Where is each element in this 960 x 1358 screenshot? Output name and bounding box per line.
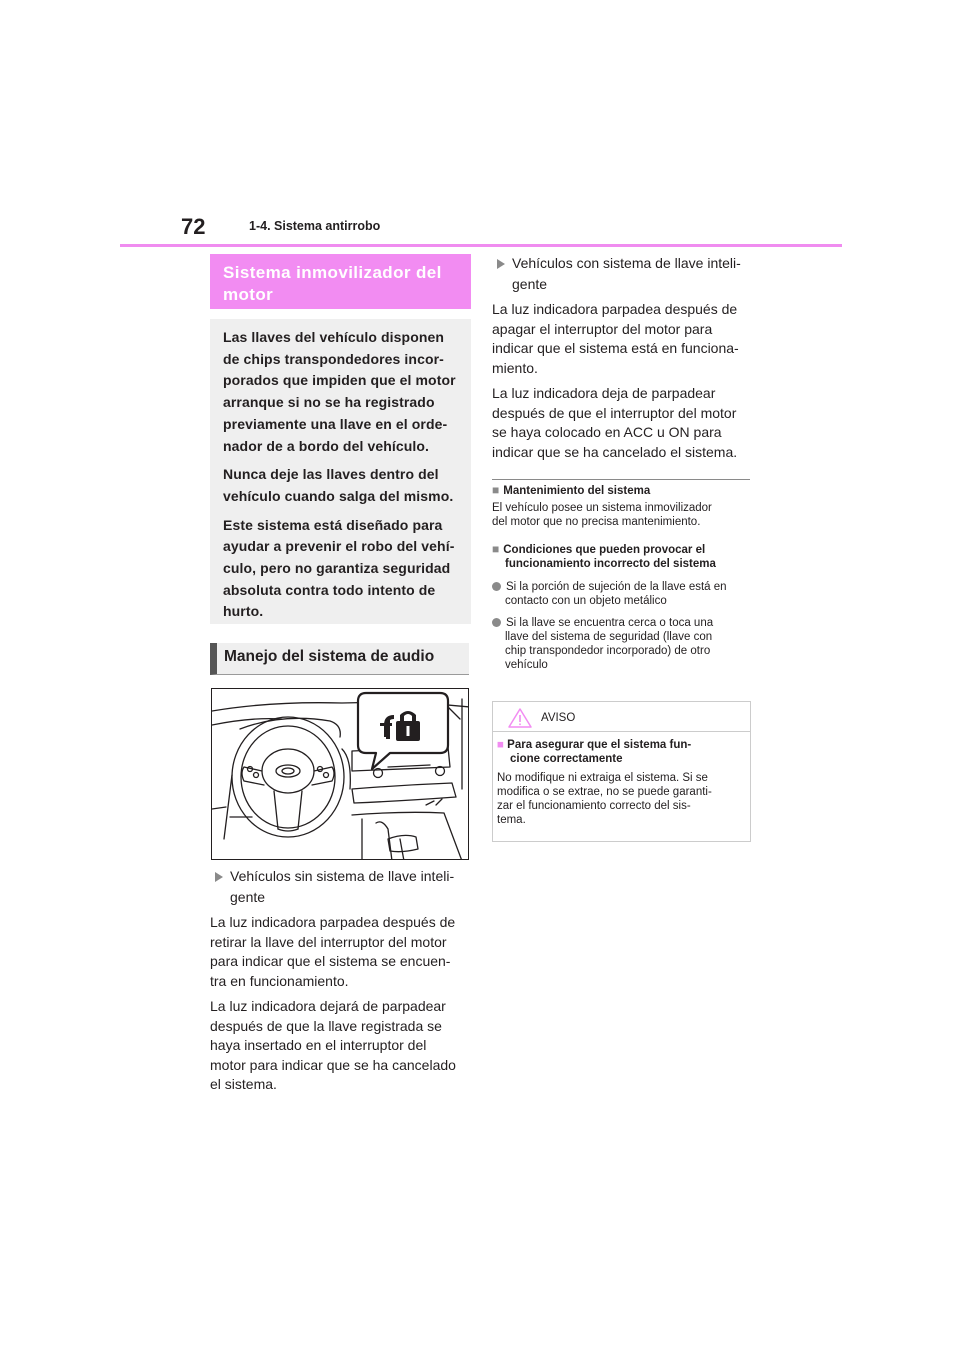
text-line: El vehículo posee un sistema inmovilizador	[492, 502, 712, 514]
right-bullet-heading	[496, 253, 741, 295]
text-line: el sistema.	[210, 1076, 277, 1092]
text-line: de chips transpondedores incor-	[223, 350, 444, 367]
divider	[492, 479, 750, 480]
text-line: Las llaves del vehículo disponen	[223, 329, 445, 345]
square-bullet-icon: ■	[497, 739, 504, 751]
text-line: indicar que el sistema está en funciona-	[492, 340, 739, 356]
text-line: La luz indicadora parpadea después de	[210, 914, 456, 930]
warning-title	[497, 738, 744, 766]
condition-item	[492, 616, 727, 672]
maintenance-title-text: Mantenimiento del sistema	[503, 485, 651, 497]
body-paragraph	[210, 997, 472, 1095]
audio-section-header	[210, 643, 469, 675]
text-line: retirar la llave del interruptor del motor	[210, 933, 447, 950]
warning-body	[493, 732, 750, 827]
text-line: ayudar a prevenir el robo del vehí-	[223, 538, 455, 555]
text-line: después de que el interruptor del motor	[492, 404, 737, 421]
section-header: 1-4. Sistema antirrobo	[249, 219, 381, 233]
text-line: La luz indicadora deja de parpadear	[492, 385, 716, 401]
condition-item	[492, 580, 727, 608]
warning-box	[492, 701, 751, 842]
body-paragraph	[210, 913, 472, 991]
square-bullet-icon: ■	[492, 542, 500, 556]
audio-section-title: Manejo del sistema de audio	[224, 648, 435, 665]
text-line: tema.	[497, 814, 526, 826]
conditions-title	[492, 542, 727, 571]
immobilizer-info-box	[210, 319, 471, 624]
text-line: Este sistema está diseñado para	[223, 516, 443, 533]
text-line: después de que la llave registrada se	[210, 1017, 442, 1034]
security-indicator-icon	[358, 693, 448, 769]
text-line: Condiciones que pueden provocar el	[503, 544, 706, 556]
text-line: chip transpondedor incorporado) de otro	[505, 645, 711, 657]
triangle-right-icon	[214, 866, 230, 908]
left-bullet-heading	[214, 866, 454, 908]
text-line: cione correctamente	[510, 753, 623, 765]
maintenance-title	[492, 483, 712, 498]
warning-triangle-icon	[507, 707, 533, 729]
immobilizer-title-box	[210, 254, 471, 309]
page-number: 72	[181, 214, 206, 239]
bullet-text-line: gente	[512, 276, 548, 292]
maintenance-section	[492, 483, 712, 529]
text-line: vehículo cuando salga del mismo.	[223, 487, 454, 504]
bullet-text-line: Vehículos sin sistema de llave inteli-	[230, 868, 455, 884]
text-line: porados que impiden que el motor	[223, 372, 456, 389]
immobilizer-title	[223, 262, 459, 306]
immobilizer-title-line: motor	[223, 285, 274, 304]
bullet-text-line: gente	[230, 889, 266, 905]
text-line: arranque si no se ha registrado	[223, 394, 435, 411]
text-line: culo, pero no garantiza seguridad	[223, 560, 451, 577]
dashboard-illustration	[211, 688, 469, 860]
maintenance-text	[492, 501, 712, 529]
text-line: contacto con un objeto metálico	[505, 595, 667, 607]
warning-label: AVISO	[541, 712, 576, 724]
text-line: indicar que se ha cancelado el sistema.	[492, 443, 738, 460]
text-line: miento.	[492, 359, 538, 376]
text-line: del motor que no precisa mantenimiento.	[492, 516, 701, 528]
text-line: Si la porción de sujeción de la llave está en	[506, 581, 727, 593]
body-paragraph	[492, 300, 754, 378]
text-line: para indicar que el sistema se encuen-	[210, 953, 451, 969]
bullet-text-line: Vehículos con sistema de llave inteli-	[512, 255, 741, 271]
circle-bullet-icon	[492, 618, 501, 627]
left-body-text	[210, 913, 472, 1101]
info-paragraph	[223, 515, 461, 624]
text-line: se haya colocado en ACC u ON para	[492, 424, 722, 440]
circle-bullet-icon	[492, 582, 501, 591]
text-line: hurto.	[223, 603, 264, 620]
text-line: Para asegurar que el sistema fun-	[507, 739, 692, 751]
header-rule	[120, 244, 842, 247]
warning-text	[497, 771, 744, 827]
text-line: funcionamiento incorrecto del sistema	[505, 558, 716, 570]
info-paragraph	[223, 464, 461, 507]
immobilizer-title-line: Sistema inmovilizador del	[223, 263, 442, 282]
text-line: La luz indicadora parpadea después de	[492, 301, 738, 317]
text-line: motor para indicar que se ha cancelado	[210, 1056, 456, 1073]
text-line: nador de a bordo del vehículo.	[223, 437, 430, 454]
conditions-section	[492, 542, 727, 672]
text-line: previamente una llave en el orde-	[223, 415, 448, 432]
text-line: tra en funcionamiento.	[210, 972, 349, 989]
text-line: No modifique ni extraiga el sistema. Si se	[497, 772, 708, 784]
text-line: zar el funcionamiento correcto del sis-	[497, 800, 691, 812]
text-line: modifica o se extrae, no se puede garanti-	[497, 786, 712, 798]
text-line: llave del sistema de seguridad (llave con	[505, 631, 713, 643]
text-line: vehículo	[505, 659, 548, 671]
right-body-text	[492, 300, 754, 468]
body-paragraph	[492, 384, 754, 462]
text-line: La luz indicadora dejará de parpadear	[210, 998, 446, 1014]
text-line: Si la llave se encuentra cerca o toca una	[506, 617, 714, 629]
info-paragraph	[223, 327, 461, 457]
text-line: apagar el interruptor del motor para	[492, 320, 713, 337]
text-line: Nunca deje las llaves dentro del	[223, 466, 439, 483]
square-bullet-icon: ■	[492, 483, 500, 497]
text-line: haya insertado en el interruptor del	[210, 1037, 427, 1053]
text-line: absoluta contra todo intento de	[223, 581, 436, 598]
triangle-right-icon	[496, 253, 512, 295]
warning-header	[493, 702, 750, 732]
